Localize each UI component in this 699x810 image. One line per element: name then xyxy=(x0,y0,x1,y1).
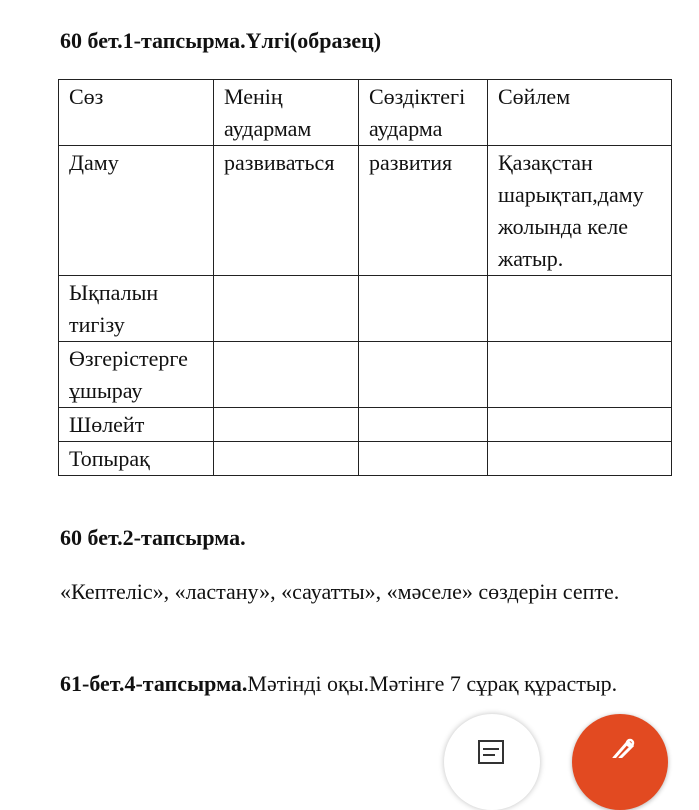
task-1-heading: 60 бет.1-тапсырма.Үлгі(образец) xyxy=(60,28,382,53)
table-cell xyxy=(488,442,672,476)
table-row xyxy=(59,442,672,476)
table-cell xyxy=(214,342,359,408)
table-cell xyxy=(359,408,488,442)
table-cell xyxy=(359,442,488,476)
table-cell: Қазақстан шарықтап,даму жолында келе жатыр. xyxy=(488,146,672,276)
table-cell xyxy=(359,276,488,342)
table-cell xyxy=(359,342,488,408)
task-4-heading: 61-бет.4-тапсырма. xyxy=(60,671,248,696)
table-row xyxy=(59,408,672,442)
answer-button[interactable] xyxy=(572,714,668,810)
table-cell xyxy=(488,408,672,442)
table-cell: Топырақ xyxy=(59,442,214,476)
header-cell-dictionary-translation: Сөздіктегі аударма xyxy=(359,80,488,146)
task-2-heading: 60 бет.2-тапсырма. xyxy=(60,525,246,550)
note-button[interactable] xyxy=(444,714,540,810)
header-cell-sentence: Сөйлем xyxy=(488,80,672,146)
note-icon xyxy=(478,740,506,764)
table-row xyxy=(59,146,672,276)
table-cell: развития xyxy=(359,146,488,276)
table-row xyxy=(59,276,672,342)
task-2-text: «Кептеліс», «ластану», «сауатты», «мәселе» сөздерін септе. xyxy=(60,579,620,604)
table-cell: Шөлейт xyxy=(59,408,214,442)
vocabulary-table xyxy=(58,79,672,476)
table-cell: Ықпалын тигізу xyxy=(59,276,214,342)
table-header-row xyxy=(59,80,672,146)
task-4-paragraph xyxy=(60,665,620,703)
pencil-icon xyxy=(608,736,636,758)
table-cell xyxy=(488,342,672,408)
table-cell xyxy=(488,276,672,342)
table-cell xyxy=(214,408,359,442)
table-cell: Өзгерістерге ұшырау xyxy=(59,342,214,408)
table-cell xyxy=(214,276,359,342)
table-cell: Даму xyxy=(59,146,214,276)
table-cell: развиваться xyxy=(214,146,359,276)
table-row xyxy=(59,342,672,408)
header-cell-my-translation: Менің аудармам xyxy=(214,80,359,146)
table-cell xyxy=(214,442,359,476)
header-cell-word: Сөз xyxy=(59,80,214,146)
task-4-text: Мәтінді оқы.Мәтінге 7 сұрақ құрастыр. xyxy=(247,671,618,696)
